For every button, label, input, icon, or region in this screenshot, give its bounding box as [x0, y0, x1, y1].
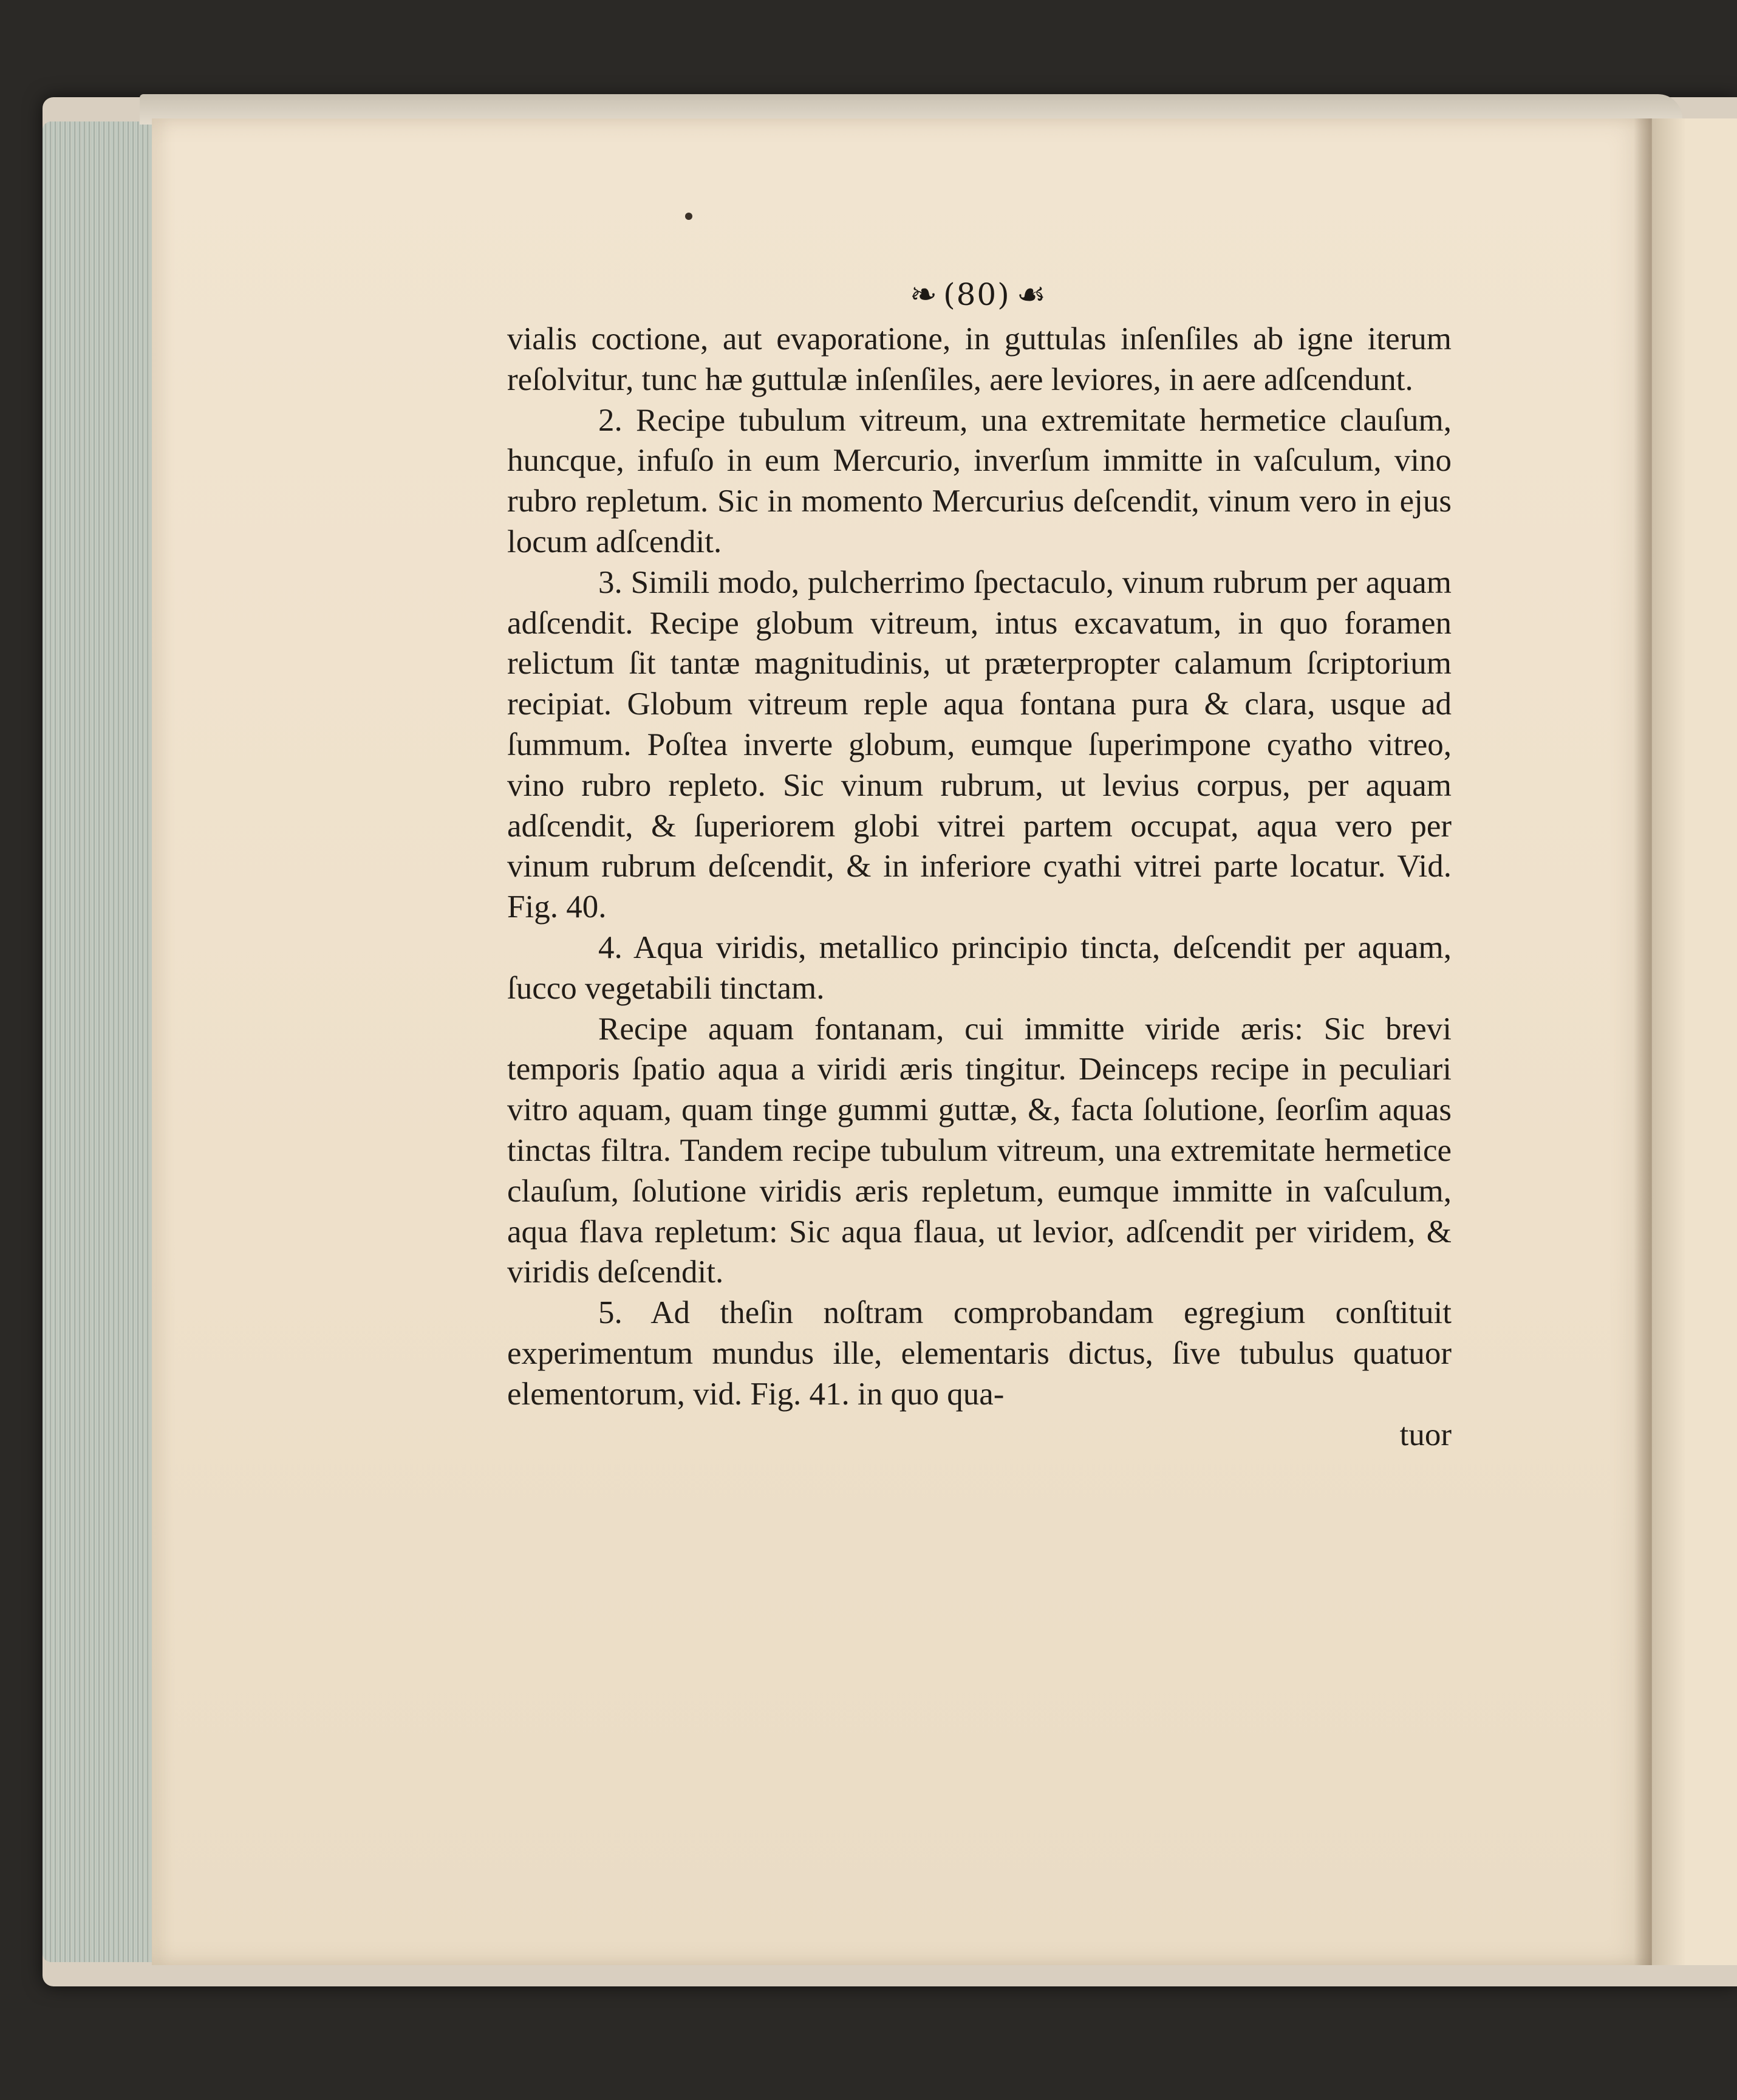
paragraph-4: 4. Aqua viridis, metallico principio tincta, deſcendit per aquam, ſucco vegetabili tinctam.	[507, 929, 1452, 1006]
paragraph-3: 3. Simili modo, pulcherrimo ſpectaculo, vinum rubrum per aquam adſcendit. Recipe globum vitreum, intus excavatum, in quo foramen relictum ſit tantæ magnitudinis, ut præterpropter calamum ſcriptorium recipiat. Globum vitreum reple aqua fontana pura & clara, usque ad ſummum. Poſtea inverte globum, eumque ſuperimpone cyatho vitreo, vino rubro repleto. Sic vinum rubrum, ut levius corpus, per aquam adſcendit, & ſuperiorem globi vitrei partem occupat, aqua vero per vinum rubrum deſcendit, & in inferiore cyathi vitrei parte locatur. Vid. Fig. 40.	[507, 564, 1452, 925]
right-ornament-icon: ☙	[1016, 275, 1046, 313]
body-text	[507, 319, 1452, 1455]
page-header	[850, 270, 1105, 319]
ink-spot	[685, 213, 692, 220]
facing-page-edge	[1652, 118, 1737, 1965]
catchword: tuor	[1399, 1417, 1452, 1452]
paragraph-2: 2. Recipe tubulum vitreum, una extremitate hermetice clauſum, huncque, infuſo in eum Mercurio, inverſum immitte in vaſculum, vino rubro repletum. Sic in momento Mercurius deſcendit, vinum vero in ejus locum adſcendit.	[507, 402, 1452, 559]
left-ornament-icon: ❧	[909, 275, 938, 313]
paragraph-recipe: Recipe aquam fontanam, cui immitte viride æris: Sic brevi temporis ſpatio aqua a viridi æris tingitur. Deinceps recipe in peculiari vitro aquam, quam tinge gummi guttæ, &, facta ſolutione, ſeorſim aquas tinctas filtra. Tandem recipe tubulum vitreum, una extremitate hermetice clauſum, ſolutione viridis æris repletum, eumque immitte in vaſculum, aqua flava repletum: Sic aqua flaua, ut levior, adſcendit per viridem, & viridis deſcendit.	[507, 1011, 1452, 1290]
page-number: (80)	[943, 277, 1011, 312]
paragraph-5: 5. Ad theſin noſtram comprobandam egregium conſtituit experimentum mundus ille, elementaris dictus, ſive tubulus quatuor elementorum, vid. Fig. 41. in quo qua-	[507, 1295, 1452, 1412]
page-edges	[43, 121, 164, 1962]
paragraph-continuation: vialis coctione, aut evaporatione, in guttulas inſenſiles ab igne iterum reſolvitur, tunc hæ guttulæ inſenſiles, aere leviores, in aere adſcendunt.	[507, 321, 1452, 397]
